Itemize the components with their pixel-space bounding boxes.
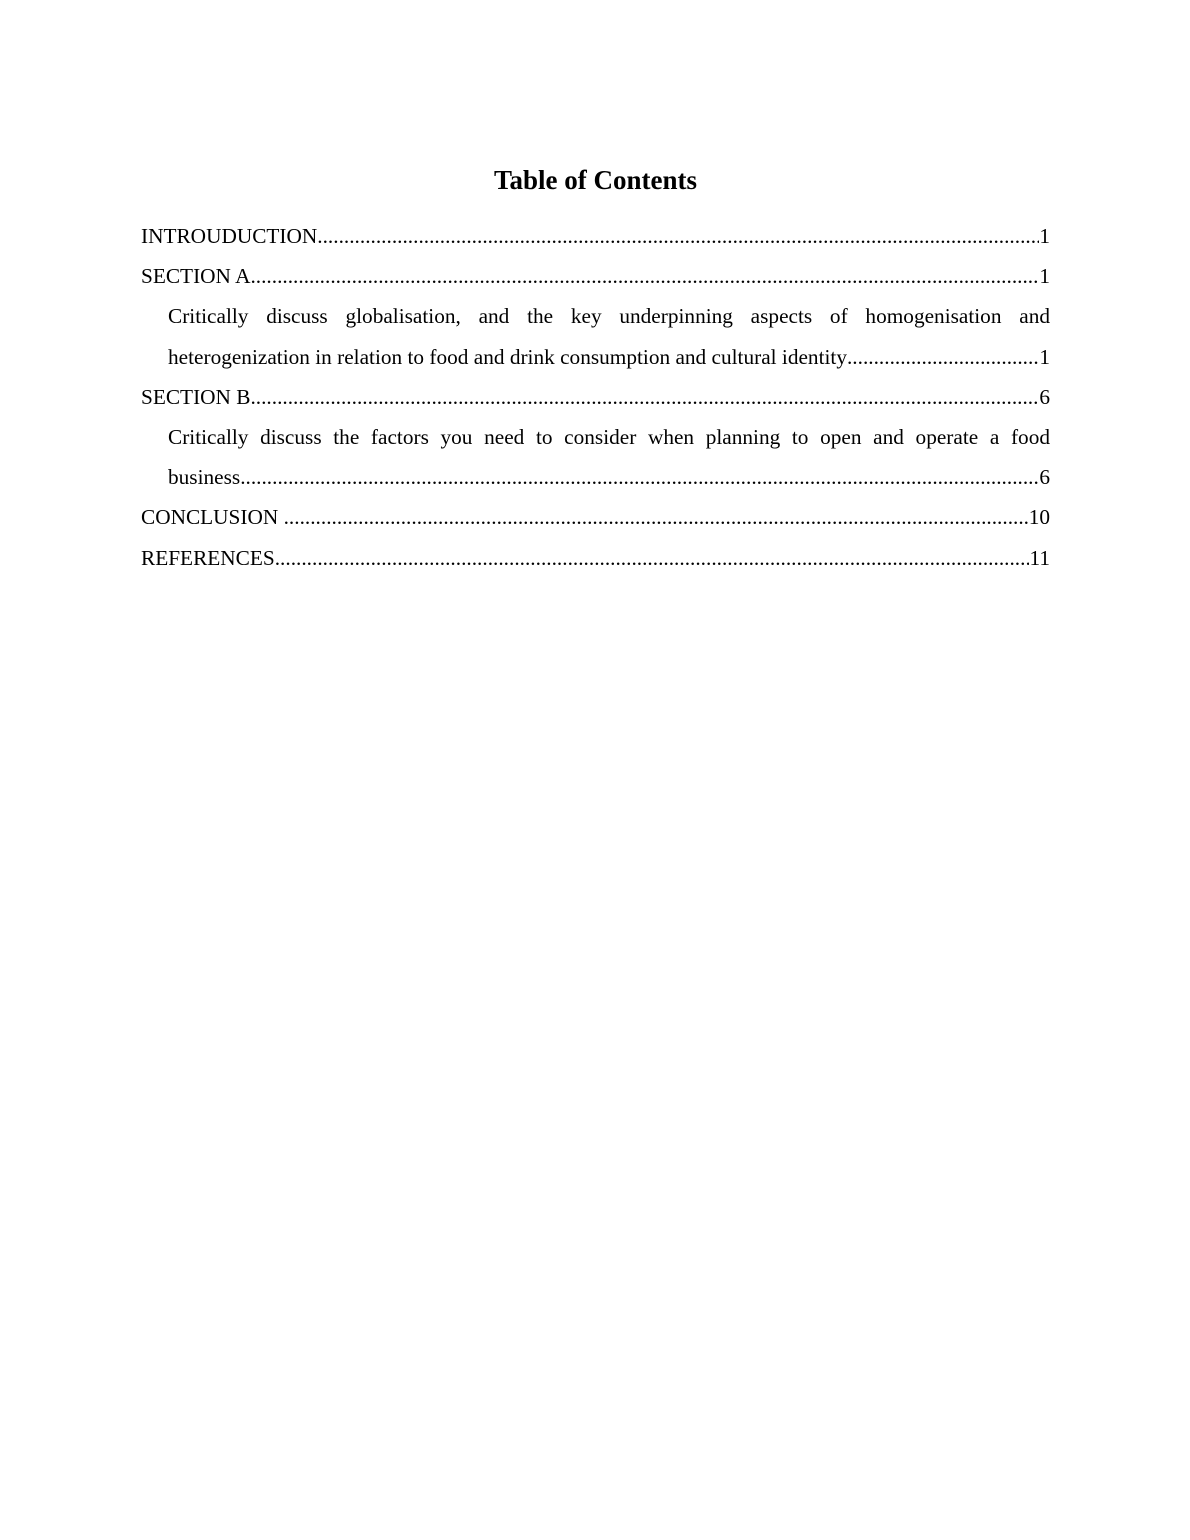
toc-entry-label: INTROUDUCTION <box>141 224 318 248</box>
toc-entry-references[interactable] <box>141 538 1050 578</box>
toc-entry-label: REFERENCES <box>141 545 275 570</box>
toc-entry-label: SECTION A <box>141 264 251 289</box>
dot-leader <box>847 337 1039 377</box>
dot-leader <box>284 497 1029 537</box>
toc-page-number: 1 <box>1039 344 1050 369</box>
document-page <box>141 160 1050 578</box>
toc-entry-label-line: Critically discuss globalisation, and the key underpinning aspects of homogenisation and <box>168 304 1050 329</box>
toc-entry-label-line: Critically discuss the factors you need to consider when planning to open and operate a food <box>168 425 1050 450</box>
dot-leader <box>240 457 1039 497</box>
toc-page-number: 1 <box>1039 224 1050 248</box>
toc-entry-food-business[interactable] <box>141 417 1050 497</box>
toc-entry-introduction[interactable] <box>141 216 1050 256</box>
toc-entry-label: business <box>168 465 241 490</box>
toc-entry-section-b[interactable] <box>141 377 1050 417</box>
toc-entry-conclusion[interactable] <box>141 497 1050 537</box>
toc-page-number: 6 <box>1039 384 1050 409</box>
toc-page-number: 6 <box>1039 465 1050 490</box>
toc-page-number: 11 <box>1029 545 1050 570</box>
toc-title: Table of Contents <box>493 165 698 195</box>
toc-entry-label: CONCLUSION <box>141 505 284 530</box>
toc-page-number: 1 <box>1039 264 1050 289</box>
dot-leader <box>250 377 1039 417</box>
dot-leader <box>317 216 1039 256</box>
toc-entry-globalisation[interactable] <box>141 296 1050 376</box>
dot-leader <box>275 538 1030 578</box>
toc-page-number: 10 <box>1028 505 1050 530</box>
toc-entry-section-a[interactable] <box>141 256 1050 296</box>
dot-leader <box>250 256 1039 296</box>
toc-entry-label: heterogenization in relation to food and drink consumption and cultural identity <box>168 344 847 369</box>
toc-entry-label: SECTION B <box>141 384 251 409</box>
